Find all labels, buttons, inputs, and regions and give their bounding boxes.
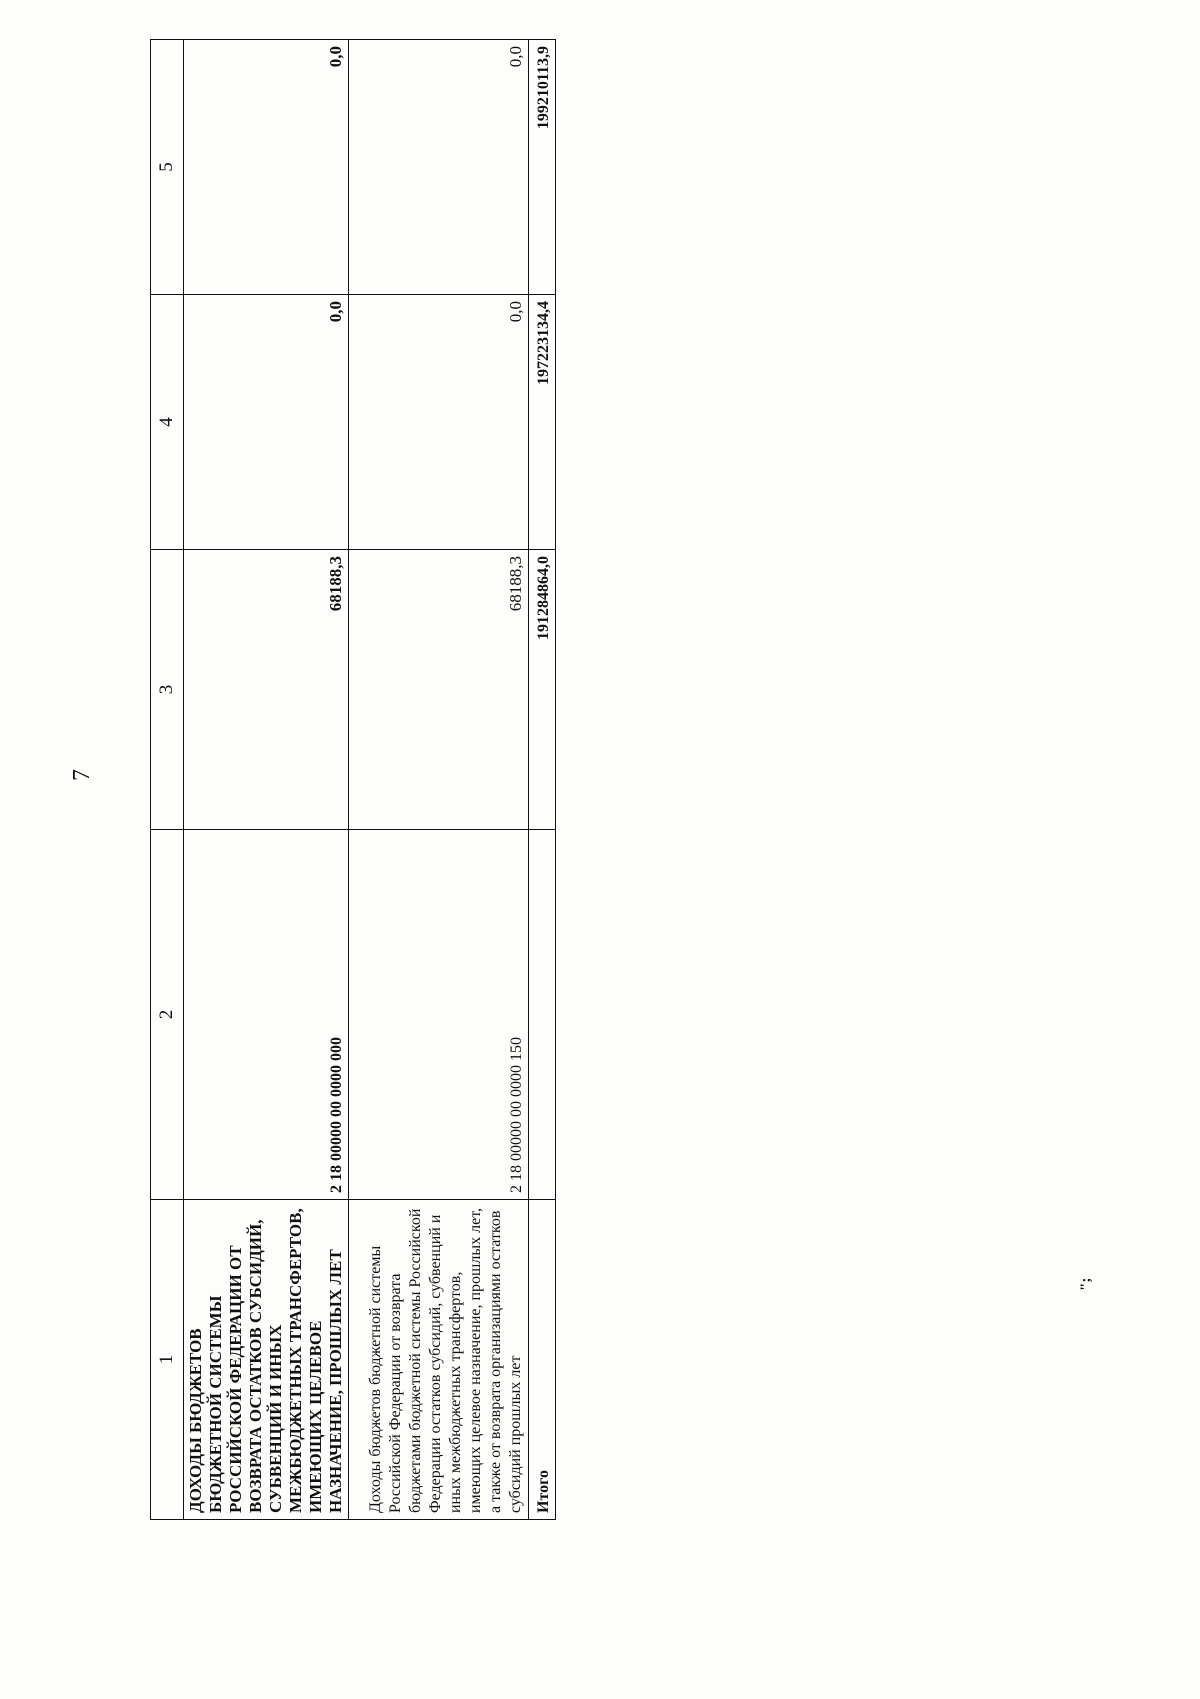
row-value-col5: 0,0 <box>184 40 349 295</box>
total-value-col4: 197223134,4 <box>529 295 556 550</box>
total-label: Итого <box>529 1200 556 1520</box>
row-value-col5: 0,0 <box>349 40 529 295</box>
page-number: 7 <box>69 769 95 781</box>
header-col-2: 2 <box>151 830 184 1200</box>
row-value-col4: 0,0 <box>184 295 349 550</box>
total-code-empty <box>529 830 556 1200</box>
row-value-col3: 68188,3 <box>184 550 349 830</box>
header-col-5: 5 <box>151 40 184 295</box>
table-header-row <box>151 40 184 1520</box>
row-name: Доходы бюджетов бюджетной системы Российской Федерации от возврата бюджетами бюджетной системы Российской Федерации остатков субсидий, субвенций и иных межбюджетных трансфертов, имеющих целевое назначение, прошлых лет, а также от возврата организациями остатков субсидий прошлых лет <box>349 1200 529 1520</box>
row-value-col4: 0,0 <box>349 295 529 550</box>
budget-table <box>150 39 556 1520</box>
row-value-col3: 68188,3 <box>349 550 529 830</box>
table-row <box>349 40 529 1520</box>
header-col-1: 1 <box>151 1200 184 1520</box>
total-value-col3: 191284864,0 <box>529 550 556 830</box>
total-value-col5: 199210113,9 <box>529 40 556 295</box>
header-col-3: 3 <box>151 550 184 830</box>
header-col-4: 4 <box>151 295 184 550</box>
closing-quote-mark: "; <box>1078 1277 1094 1291</box>
row-code: 2 18 00000 00 0000 000 <box>184 830 349 1200</box>
row-code: 2 18 00000 00 0000 150 <box>349 830 529 1200</box>
total-row <box>529 40 556 1520</box>
budget-table-rotated <box>150 40 552 1520</box>
table-row <box>184 40 349 1520</box>
row-name: ДОХОДЫ БЮДЖЕТОВ БЮДЖЕТНОЙ СИСТЕМЫ РОССИЙСКОЙ ФЕДЕРАЦИИ ОТ ВОЗВРАТА ОСТАТКОВ СУБСИДИЙ, СУБВЕНЦИЙ И ИНЫХ МЕЖБЮДЖЕТНЫХ ТРАНСФЕРТОВ, ИМЕЮЩИХ ЦЕЛЕВОЕ НАЗНАЧЕНИЕ, ПРОШЛЫХ ЛЕТ <box>184 1200 349 1520</box>
